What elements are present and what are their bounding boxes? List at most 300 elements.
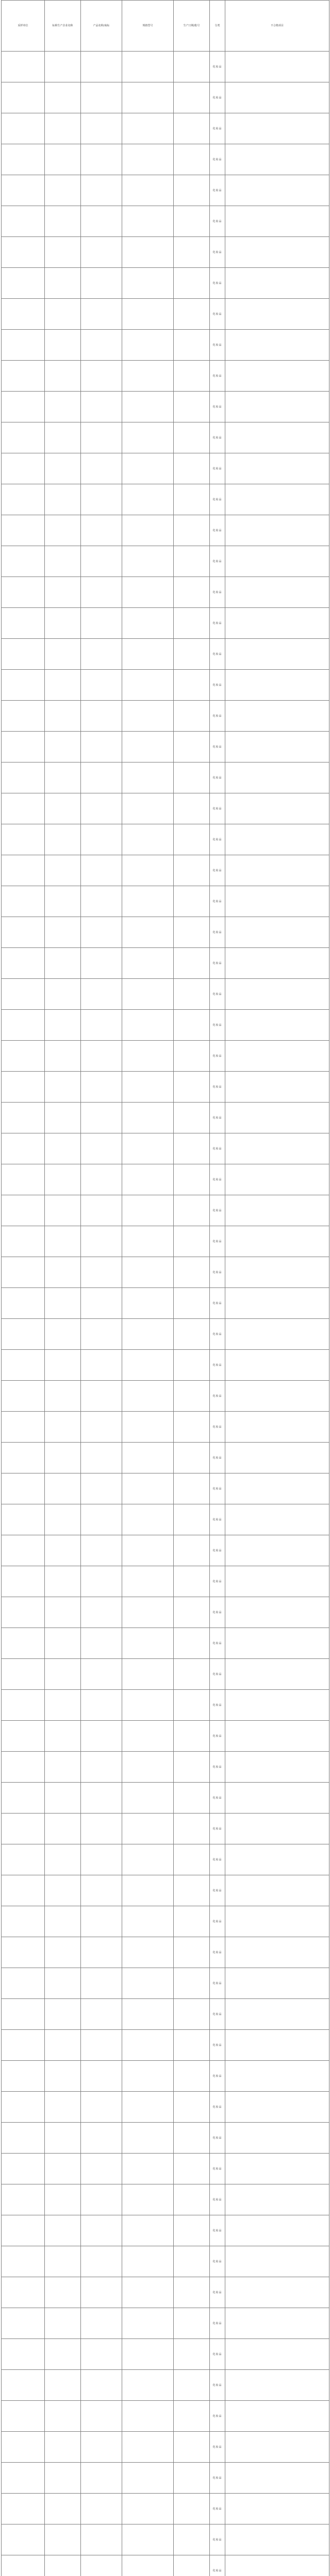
cell-category: 化妆品 [210, 361, 225, 392]
table-row [2, 2308, 329, 2339]
cell-product-name [81, 1999, 122, 2030]
cell-failed-items [225, 546, 329, 577]
cell-sampling-unit [2, 2092, 45, 2123]
cell-category: 化妆品 [210, 1412, 225, 1443]
cell-batch [174, 1473, 210, 1504]
cell-manufacturer [45, 1535, 81, 1566]
cell-failed-items [225, 484, 329, 515]
cell-category: 化妆品 [210, 484, 225, 515]
cell-sampling-unit [2, 52, 45, 82]
cell-sampling-unit [2, 1968, 45, 1999]
cell-product-name [81, 144, 122, 175]
cell-failed-items [225, 2123, 329, 2154]
cell-product-name [81, 824, 122, 855]
cell-failed-items [225, 948, 329, 979]
cell-sampling-unit [2, 1072, 45, 1103]
cell-sampling-unit [2, 299, 45, 330]
cell-specification [122, 1752, 174, 1783]
cell-product-name [81, 2184, 122, 2215]
cell-manufacturer [45, 732, 81, 762]
cell-product-name [81, 886, 122, 917]
cell-sampling-unit [2, 2463, 45, 2494]
cell-sampling-unit [2, 1999, 45, 2030]
cell-failed-items [225, 1041, 329, 1072]
cell-specification [122, 2092, 174, 2123]
cell-category: 化妆品 [210, 268, 225, 299]
cell-batch [174, 917, 210, 948]
cell-product-name [81, 237, 122, 268]
cell-manufacturer [45, 1288, 81, 1319]
cell-failed-items [225, 1535, 329, 1566]
cell-manufacturer [45, 1875, 81, 1906]
cell-failed-items [225, 1133, 329, 1164]
cell-product-name [81, 1752, 122, 1783]
cell-batch [174, 948, 210, 979]
cell-manufacturer [45, 1010, 81, 1041]
cell-product-name [81, 1072, 122, 1103]
cell-failed-items [225, 577, 329, 608]
cell-failed-items [225, 422, 329, 453]
cell-product-name [81, 2215, 122, 2246]
cell-failed-items [225, 639, 329, 670]
cell-specification [122, 2432, 174, 2463]
cell-manufacturer [45, 206, 81, 237]
cell-batch [174, 1628, 210, 1659]
cell-failed-items [225, 2339, 329, 2370]
cell-failed-items [225, 1566, 329, 1597]
table-header-row [2, 1, 329, 52]
cell-sampling-unit [2, 2308, 45, 2339]
cell-sampling-unit [2, 2184, 45, 2215]
cell-manufacturer [45, 268, 81, 299]
cell-sampling-unit [2, 2123, 45, 2154]
cell-specification [122, 1103, 174, 1133]
cell-manufacturer [45, 1412, 81, 1443]
cell-batch [174, 855, 210, 886]
cell-failed-items [225, 1875, 329, 1906]
cell-batch [174, 1999, 210, 2030]
cell-sampling-unit [2, 762, 45, 793]
cell-product-name [81, 2494, 122, 2524]
cell-manufacturer [45, 2061, 81, 2092]
cell-specification [122, 1164, 174, 1195]
cell-sampling-unit [2, 361, 45, 392]
cell-category: 化妆品 [210, 1597, 225, 1628]
cell-specification [122, 1999, 174, 2030]
cell-failed-items [225, 330, 329, 361]
cell-batch [174, 113, 210, 144]
cell-category: 化妆品 [210, 608, 225, 639]
cell-product-name [81, 793, 122, 824]
cell-batch [174, 1103, 210, 1133]
table-row [2, 2184, 329, 2215]
cell-failed-items [225, 608, 329, 639]
cell-product-name [81, 1937, 122, 1968]
cell-product-name [81, 1041, 122, 1072]
cell-failed-items [225, 52, 329, 82]
cell-specification [122, 1814, 174, 1844]
cell-sampling-unit [2, 1103, 45, 1133]
cell-category: 化妆品 [210, 1814, 225, 1844]
cell-batch [174, 2308, 210, 2339]
cell-category: 化妆品 [210, 1535, 225, 1566]
cell-category: 化妆品 [210, 2524, 225, 2555]
cell-product-name [81, 948, 122, 979]
cell-sampling-unit [2, 577, 45, 608]
cell-product-name [81, 1226, 122, 1257]
table-row [2, 2401, 329, 2432]
cell-batch [174, 2524, 210, 2555]
cell-batch [174, 1690, 210, 1721]
cell-failed-items [225, 82, 329, 113]
cell-product-name [81, 1288, 122, 1319]
cell-failed-items [225, 979, 329, 1010]
cell-product-name [81, 1875, 122, 1906]
cell-category: 化妆品 [210, 1937, 225, 1968]
cell-batch [174, 330, 210, 361]
cell-failed-items [225, 1164, 329, 1195]
cell-product-name [81, 1968, 122, 1999]
cell-category: 化妆品 [210, 52, 225, 82]
cell-category: 化妆品 [210, 2154, 225, 2184]
cell-sampling-unit [2, 453, 45, 484]
cell-manufacturer [45, 1133, 81, 1164]
cell-sampling-unit [2, 1597, 45, 1628]
cell-manufacturer [45, 2123, 81, 2154]
cell-failed-items [225, 762, 329, 793]
cell-specification [122, 917, 174, 948]
cell-sampling-unit [2, 113, 45, 144]
cell-manufacturer [45, 1103, 81, 1133]
cell-manufacturer [45, 237, 81, 268]
cell-sampling-unit [2, 546, 45, 577]
cell-product-name [81, 1906, 122, 1937]
cell-manufacturer [45, 1195, 81, 1226]
cell-category: 化妆品 [210, 2463, 225, 2494]
cell-manufacturer [45, 855, 81, 886]
cell-category: 化妆品 [210, 113, 225, 144]
table-row [2, 1350, 329, 1381]
cell-specification [122, 1844, 174, 1875]
cell-manufacturer [45, 2215, 81, 2246]
cell-batch [174, 2401, 210, 2432]
cell-batch [174, 2432, 210, 2463]
cell-specification [122, 1597, 174, 1628]
cell-product-name [81, 515, 122, 546]
cell-category: 化妆品 [210, 144, 225, 175]
cell-specification [122, 732, 174, 762]
cell-batch [174, 1937, 210, 1968]
cell-manufacturer [45, 330, 81, 361]
cell-failed-items [225, 2432, 329, 2463]
table-row [2, 1783, 329, 1814]
cell-batch [174, 82, 210, 113]
cell-specification [122, 577, 174, 608]
cell-sampling-unit [2, 793, 45, 824]
cell-sampling-unit [2, 422, 45, 453]
cell-specification [122, 1504, 174, 1535]
cell-batch [174, 2494, 210, 2524]
cell-batch [174, 2061, 210, 2092]
cell-manufacturer [45, 1164, 81, 1195]
cell-failed-items [225, 1257, 329, 1288]
cell-product-name [81, 2370, 122, 2401]
cell-product-name [81, 361, 122, 392]
cell-product-name [81, 1783, 122, 1814]
cell-product-name [81, 1350, 122, 1381]
cell-manufacturer [45, 2246, 81, 2277]
cell-failed-items [225, 701, 329, 732]
cell-manufacturer [45, 1566, 81, 1597]
cell-product-name [81, 1628, 122, 1659]
table-row [2, 2030, 329, 2061]
cell-manufacturer [45, 577, 81, 608]
cell-manufacturer [45, 2432, 81, 2463]
cell-failed-items [225, 1072, 329, 1103]
cell-sampling-unit [2, 2154, 45, 2184]
cell-sampling-unit [2, 1350, 45, 1381]
cell-category: 化妆品 [210, 206, 225, 237]
cell-product-name [81, 917, 122, 948]
cell-manufacturer [45, 52, 81, 82]
cell-specification [122, 2463, 174, 2494]
cell-sampling-unit [2, 1628, 45, 1659]
cell-failed-items [225, 2308, 329, 2339]
cell-category: 化妆品 [210, 2215, 225, 2246]
cell-sampling-unit [2, 2030, 45, 2061]
cell-batch [174, 1133, 210, 1164]
cell-batch [174, 268, 210, 299]
cell-product-name [81, 1659, 122, 1690]
cell-sampling-unit [2, 2370, 45, 2401]
table-row [2, 1628, 329, 1659]
result-table [1, 0, 329, 2576]
table-row [2, 206, 329, 237]
cell-failed-items [225, 793, 329, 824]
cell-specification [122, 1783, 174, 1814]
table-row [2, 515, 329, 546]
cell-category: 化妆品 [210, 1350, 225, 1381]
cell-sampling-unit [2, 237, 45, 268]
cell-failed-items [225, 2154, 329, 2184]
cell-specification [122, 1381, 174, 1412]
table-row [2, 886, 329, 917]
cell-failed-items [225, 453, 329, 484]
cell-failed-items [225, 392, 329, 422]
cell-failed-items [225, 917, 329, 948]
cell-batch [174, 546, 210, 577]
cell-sampling-unit [2, 1473, 45, 1504]
cell-sampling-unit [2, 1133, 45, 1164]
cell-manufacturer [45, 2339, 81, 2370]
cell-category: 化妆品 [210, 1783, 225, 1814]
cell-specification [122, 515, 174, 546]
table-row [2, 948, 329, 979]
cell-failed-items [225, 1597, 329, 1628]
cell-specification [122, 1473, 174, 1504]
table-row [2, 1010, 329, 1041]
cell-specification [122, 639, 174, 670]
cell-sampling-unit [2, 1504, 45, 1535]
cell-category: 化妆品 [210, 2184, 225, 2215]
cell-batch [174, 237, 210, 268]
cell-specification [122, 2030, 174, 2061]
cell-product-name [81, 2092, 122, 2123]
cell-manufacturer [45, 392, 81, 422]
cell-sampling-unit [2, 1288, 45, 1319]
cell-manufacturer [45, 1226, 81, 1257]
cell-product-name [81, 2555, 122, 2576]
cell-batch [174, 824, 210, 855]
cell-failed-items [225, 2184, 329, 2215]
cell-specification [122, 1721, 174, 1752]
table-row [2, 1319, 329, 1350]
cell-category: 化妆品 [210, 1257, 225, 1288]
cell-failed-items [225, 1103, 329, 1133]
cell-batch [174, 639, 210, 670]
table-row [2, 2215, 329, 2246]
cell-specification [122, 2524, 174, 2555]
cell-specification [122, 1010, 174, 1041]
cell-sampling-unit [2, 1844, 45, 1875]
cell-batch [174, 1721, 210, 1752]
cell-specification [122, 1226, 174, 1257]
cell-product-name [81, 2030, 122, 2061]
cell-sampling-unit [2, 2277, 45, 2308]
cell-sampling-unit [2, 1906, 45, 1937]
cell-batch [174, 1226, 210, 1257]
cell-product-name [81, 639, 122, 670]
table-row [2, 824, 329, 855]
table-row [2, 670, 329, 701]
cell-failed-items [225, 2215, 329, 2246]
cell-batch [174, 392, 210, 422]
cell-batch [174, 206, 210, 237]
cell-specification [122, 1875, 174, 1906]
cell-manufacturer [45, 762, 81, 793]
cell-manufacturer [45, 1381, 81, 1412]
cell-specification [122, 1659, 174, 1690]
cell-failed-items [225, 2463, 329, 2494]
table-row [2, 299, 329, 330]
table-row [2, 330, 329, 361]
table-row [2, 175, 329, 206]
table-row [2, 1906, 329, 1937]
cell-specification [122, 82, 174, 113]
cell-product-name [81, 113, 122, 144]
table-row [2, 1041, 329, 1072]
cell-batch [174, 1535, 210, 1566]
cell-manufacturer [45, 2370, 81, 2401]
cell-failed-items [225, 732, 329, 762]
cell-product-name [81, 1473, 122, 1504]
cell-specification [122, 206, 174, 237]
cell-sampling-unit [2, 268, 45, 299]
cell-manufacturer [45, 144, 81, 175]
cell-manufacturer [45, 2092, 81, 2123]
cell-category: 化妆品 [210, 1690, 225, 1721]
cell-specification [122, 268, 174, 299]
cell-category: 化妆品 [210, 546, 225, 577]
table-row [2, 855, 329, 886]
cell-batch [174, 1783, 210, 1814]
cell-sampling-unit [2, 2061, 45, 2092]
cell-specification [122, 1133, 174, 1164]
cell-manufacturer [45, 1783, 81, 1814]
cell-specification [122, 1566, 174, 1597]
cell-sampling-unit [2, 175, 45, 206]
cell-batch [174, 1350, 210, 1381]
cell-product-name [81, 2401, 122, 2432]
cell-product-name [81, 577, 122, 608]
table-row [2, 1504, 329, 1535]
cell-product-name [81, 484, 122, 515]
header-sampling-unit: 采样单位 [2, 1, 45, 52]
cell-manufacturer [45, 2524, 81, 2555]
cell-category: 化妆品 [210, 793, 225, 824]
cell-category: 化妆品 [210, 1226, 225, 1257]
cell-category: 化妆品 [210, 2555, 225, 2576]
cell-manufacturer [45, 422, 81, 453]
cell-sampling-unit [2, 1412, 45, 1443]
cell-category: 化妆品 [210, 1072, 225, 1103]
cell-product-name [81, 1721, 122, 1752]
cell-batch [174, 2463, 210, 2494]
cell-category: 化妆品 [210, 1133, 225, 1164]
cell-specification [122, 392, 174, 422]
cell-category: 化妆品 [210, 1566, 225, 1597]
cell-sampling-unit [2, 1164, 45, 1195]
cell-category: 化妆品 [210, 422, 225, 453]
cell-product-name [81, 1566, 122, 1597]
cell-batch [174, 793, 210, 824]
cell-product-name [81, 2524, 122, 2555]
cell-product-name [81, 2339, 122, 2370]
cell-manufacturer [45, 1628, 81, 1659]
cell-category: 化妆品 [210, 886, 225, 917]
cell-specification [122, 2246, 174, 2277]
cell-failed-items [225, 1937, 329, 1968]
cell-specification [122, 1906, 174, 1937]
cell-failed-items [225, 2277, 329, 2308]
cell-batch [174, 484, 210, 515]
cell-specification [122, 1937, 174, 1968]
cell-category: 化妆品 [210, 732, 225, 762]
table-row [2, 2555, 329, 2576]
cell-specification [122, 1288, 174, 1319]
cell-specification [122, 175, 174, 206]
cell-failed-items [225, 1350, 329, 1381]
cell-batch [174, 979, 210, 1010]
cell-batch [174, 762, 210, 793]
cell-batch [174, 2339, 210, 2370]
cell-sampling-unit [2, 1535, 45, 1566]
cell-category: 化妆品 [210, 2092, 225, 2123]
cell-product-name [81, 2061, 122, 2092]
cell-category: 化妆品 [210, 1999, 225, 2030]
cell-sampling-unit [2, 515, 45, 546]
cell-specification [122, 1350, 174, 1381]
cell-specification [122, 762, 174, 793]
cell-category: 化妆品 [210, 2339, 225, 2370]
table-row [2, 1412, 329, 1443]
cell-category: 化妆品 [210, 1906, 225, 1937]
table-row [2, 1937, 329, 1968]
cell-specification [122, 1535, 174, 1566]
cell-product-name [81, 732, 122, 762]
table-row [2, 1999, 329, 2030]
cell-product-name [81, 299, 122, 330]
